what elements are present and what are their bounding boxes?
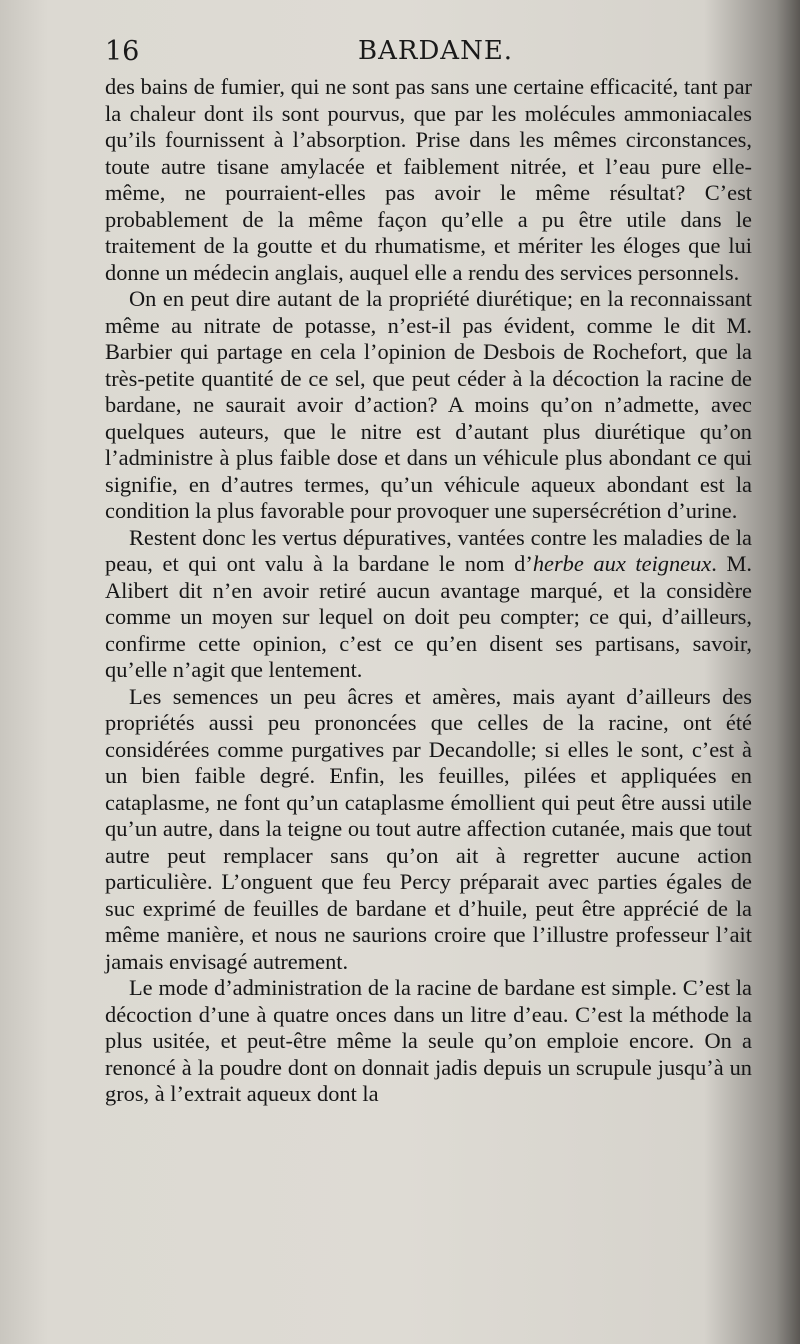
paragraph-3-end: . M. Alibert dit n’en avoir retiré aucun avantage marqué, et la considère comme un moyen sur lequel on doit peu compter; ce qui, d’ailleurs, confirme cette opinion, c’est ce qu’en disent ses partisans, savoir, qu’elle n’agit que lentement.: [105, 551, 752, 682]
paragraph-2: On en peut dire autant de la propriété diurétique; en la reconnaissant même au nitrate de potasse, n’est-il pas évident, comme le dit M. Barbier qui partage en cela l’opinion de Desbois de Rochefort, que la très-petite quantité de ce sel, que peut céder à la décoction la racine de bardane, ne saurait avoir d’action? A moins qu’on n’admette, avec quelques auteurs, que le nitre est d’autant plus diurétique qu’on l’administre à plus faible dose et dans un véhicule plus abondant ce qui signifie, en d’autres termes, qu’un véhicule aqueux abondant est la condition la plus favorable pour provoquer une supersécrétion d’urine.: [105, 286, 752, 523]
paragraph-4: Les semences un peu âcres et amères, mais ayant d’ailleurs des propriétés aussi peu prononcées que celles de la racine, ont été considérées comme purgatives par Decandolle; si elles le sont, c’est à un bien faible degré. Enfin, les feuilles, pilées et appliquées en cataplasme, ne font qu’un cataplasme émollient qui peut être aussi utile qu’un autre, dans la teigne ou tout autre affection cutanée, mais que tout autre peut remplacer sans qu’on ait à regretter aucune action particulière. L’onguent que feu Percy préparait avec parties égales de suc exprimé de feuilles de bardane et d’huile, peut être apprécié de la même manière, et nous ne saurions croire que l’illustre professeur l’ait jamais envisagé autrement.: [105, 683, 752, 974]
paragraph-1: des bains de fumier, qui ne sont pas sans une certaine efficacité, tant par la chaleur dont ils sont pourvus, que par les molécules ammoniacales qu’ils fournissent à l’absorption. Prise dans les mêmes circonstances, toute autre tisane amylacée et faiblement nitrée, et l’eau pure elle-même, ne pourraient-elles pas avoir le même résultat? C’est probablement de la même façon qu’elle a pu être utile dans le traitement de la goutte et du rhumatisme, et mériter les éloges que lui donne un médecin anglais, auquel elle a rendu des services personnels.: [105, 74, 752, 285]
paragraph-5: Le mode d’administration de la racine de bardane est simple. C’est la décoction d’une à quatre onces dans un litre d’eau. C’est la méthode la plus usitée, et peut-être même la seule qu’on emploie encore. On a renoncé à la poudre dont on donnait jadis depuis un scrupule jusqu’à un gros, à l’extrait aqueux dont la: [105, 975, 752, 1106]
page-header: [105, 34, 755, 70]
paragraph-3: [105, 525, 752, 684]
paragraph-3-start: Restent donc les vertus dépuratives, vantées contre les maladies de la peau, et qui ont valu à la bardane le nom d’: [105, 524, 752, 576]
body-text: [105, 74, 752, 1108]
paragraph-3-italic: herbe aux teigneux: [532, 551, 712, 576]
page-number: 16: [105, 36, 140, 67]
running-head: BARDANE.: [358, 36, 514, 66]
